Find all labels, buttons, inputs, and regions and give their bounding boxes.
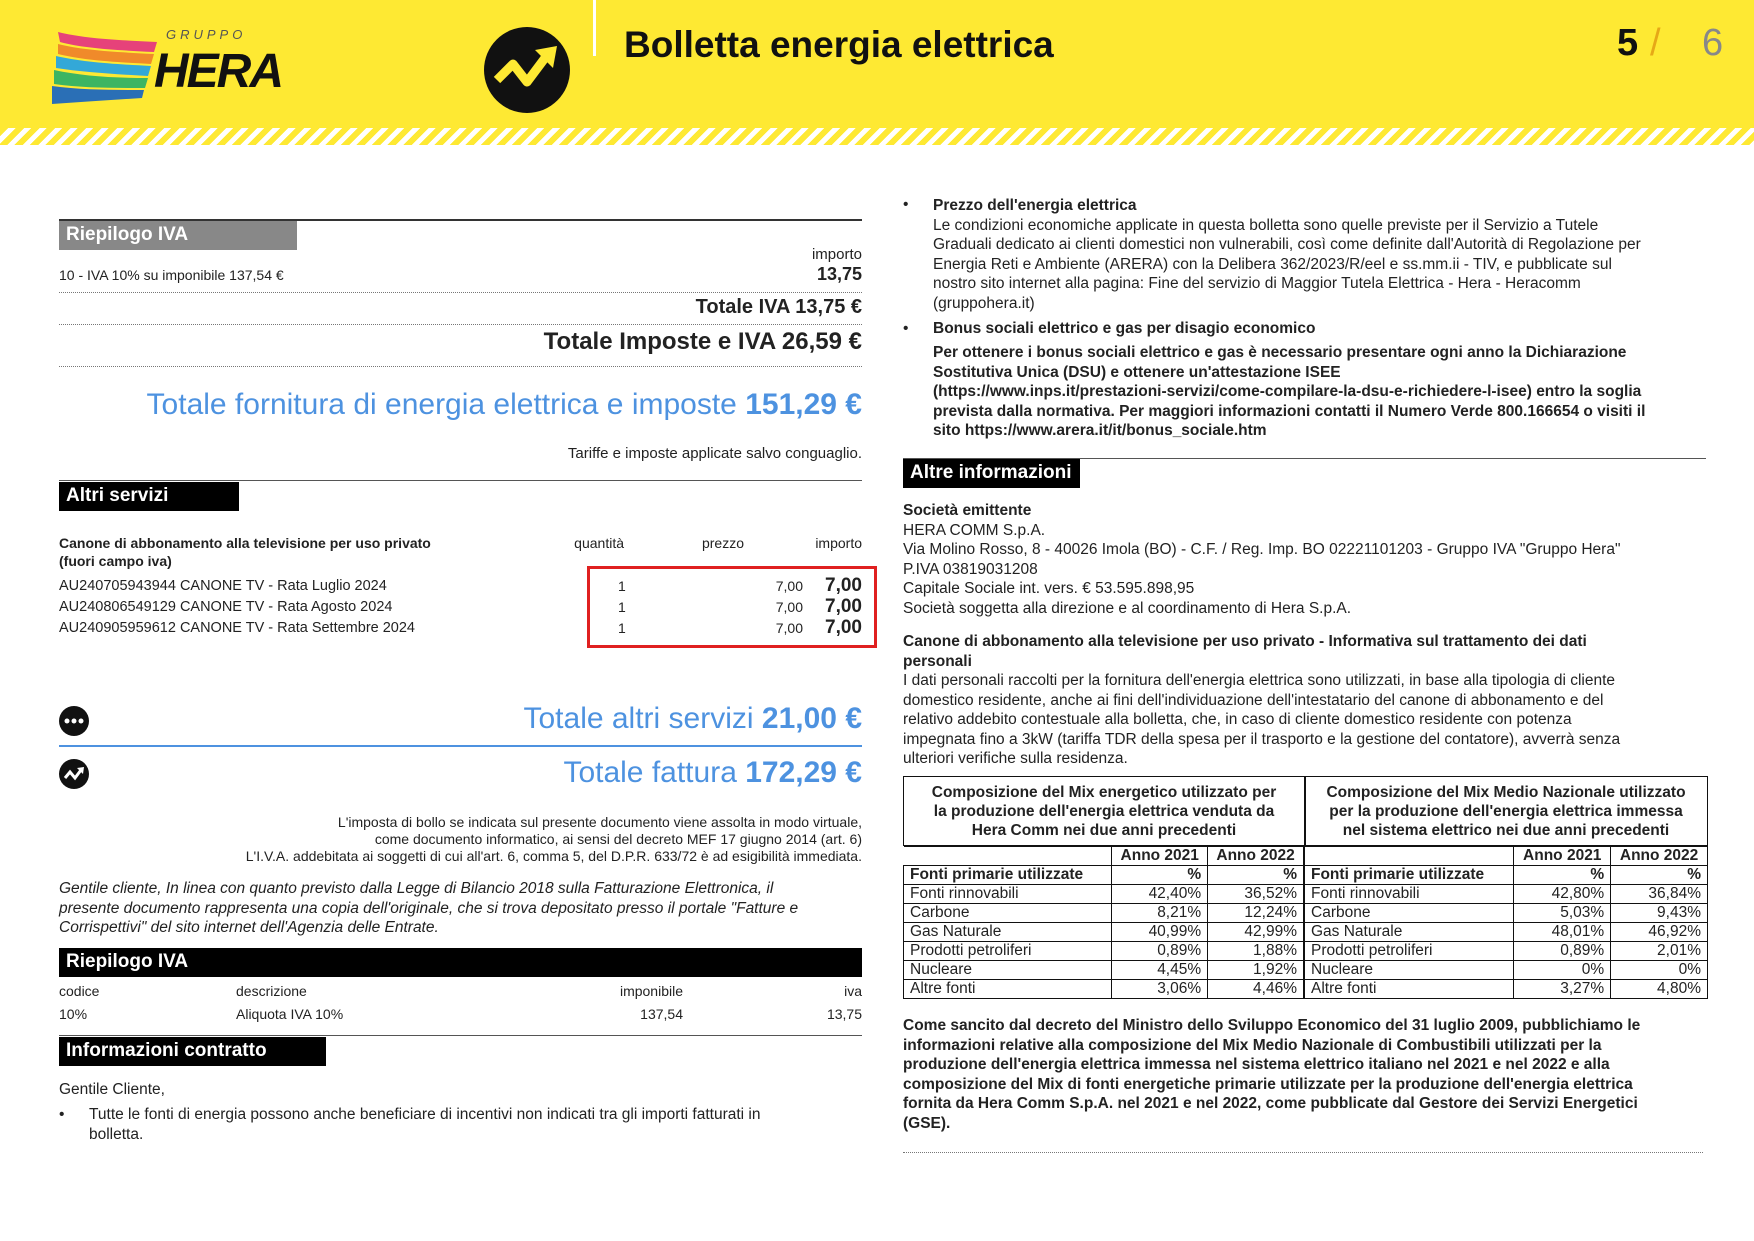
totale-imposte-iva: Totale Imposte e IVA 26,59 € xyxy=(543,328,862,355)
fonti-header: Fonti primarie utilizzate xyxy=(1305,866,1514,885)
fonte-value: 1,92% xyxy=(1208,961,1304,980)
page-title: Bolletta energia elettrica xyxy=(624,24,1054,65)
fonte-value: 40,99% xyxy=(1112,923,1208,942)
bonus-line: (https://www.inps.it/prestazioni-servizi/come-compilare-la-dsu-e-richiedere-l-isee) entro la soglia xyxy=(933,383,1642,400)
fonte-value: 3,06% xyxy=(1112,980,1208,999)
row-desc: AU240705943944 CANONE TV - Rata Luglio 2024 xyxy=(59,578,387,594)
trend-up-icon xyxy=(483,26,571,114)
section-rule xyxy=(59,1035,862,1036)
table-row xyxy=(1305,847,1708,866)
fonte-value: 46,92% xyxy=(1611,923,1708,942)
fonte-value: 48,01% xyxy=(1514,923,1611,942)
table-row xyxy=(904,904,1304,923)
fonte-value: 36,52% xyxy=(1208,885,1304,904)
canone-line: I dati personali raccolti per la fornitura dell'energia elettrica sono utilizzati, in base alla tipologia di cliente xyxy=(903,672,1616,689)
bonus-line: sito https://www.arera.it/it/bonus_sociale.htm xyxy=(933,422,1267,439)
page-separator: / xyxy=(1650,22,1661,64)
note-line: presente documento rappresenta una copia dell'originale, che si trova depositato presso il portale "Fatture e xyxy=(59,899,799,917)
greeting: Gentile Cliente, xyxy=(59,1081,165,1098)
bonus-title: Bonus sociali elettrico e gas per disagio economico xyxy=(933,320,1316,337)
canone-line: ulteriori verifiche sulla residenza. xyxy=(903,750,1128,767)
fonte-value: 1,88% xyxy=(1208,942,1304,961)
prezzo-title: Prezzo dell'energia elettrica xyxy=(933,197,1137,214)
fonte-value: 36,84% xyxy=(1611,885,1708,904)
bullet-line: Tutte le fonti di energia possono anche beneficiare di incentivi non indicati tra gli importi fatturati in xyxy=(89,1106,761,1123)
iva-row-value: 13,75 xyxy=(816,264,862,284)
row-desc: AU240806549129 CANONE TV - Rata Agosto 2024 xyxy=(59,599,393,615)
prezzo-line: (gruppohera.it) xyxy=(933,294,1035,312)
pct-header: % xyxy=(1514,866,1611,885)
table-row xyxy=(904,847,1304,866)
table-row xyxy=(904,942,1304,961)
empty-cell xyxy=(904,847,1112,866)
col-descrizione: descrizione xyxy=(236,983,307,999)
col-codice: codice xyxy=(59,983,100,999)
year-header: Anno 2021 xyxy=(1514,847,1611,866)
fonte-value: 0% xyxy=(1514,961,1611,980)
section-title-riepilogo-iva: Riepilogo IVA xyxy=(59,221,297,250)
col-prezzo: prezzo xyxy=(701,535,744,551)
prezzo-line: nostro sito internet alla pagina: Fine del servizio di Maggior Tutela Elettrica - Hera - Heracomm xyxy=(933,275,1581,292)
heading-line: Composizione del Mix energetico utilizzato per xyxy=(931,784,1277,801)
fonte-name: Gas Naturale xyxy=(1305,923,1514,942)
cell-codice: 10% xyxy=(59,1006,88,1022)
decreto-line: informazioni relative alla composizione del Mix Medio Nazionale di Combustibili utilizzati per la xyxy=(903,1036,1602,1054)
bullet-dot: • xyxy=(903,196,909,213)
row-amount: 7,00 xyxy=(825,596,862,617)
totale-altri-servizi xyxy=(262,702,862,736)
fonte-name: Gas Naturale xyxy=(904,923,1112,942)
societa-line: Via Molino Rosso, 8 - 40026 Imola (BO) - C.F. / Reg. Imp. BO 02221101203 - Gruppo IVA "Gruppo Hera" xyxy=(903,541,1621,558)
fattura-elettronica-note xyxy=(59,879,869,938)
fonte-name: Altre fonti xyxy=(1305,980,1514,999)
empty-cell xyxy=(1305,847,1514,866)
societa-line: Società soggetta alla direzione e al coordinamento di Hera S.p.A. xyxy=(903,599,1352,617)
bollo-line: L'imposta di bollo se indicata sul presente documento viene assolta in modo virtuale, xyxy=(337,814,862,830)
table-row xyxy=(1305,961,1708,980)
fonte-value: 4,80% xyxy=(1611,980,1708,999)
decreto-line: composizione del Mix di fonti energetiche primarie utilizzate per la produzione dell'energia elettrica xyxy=(903,1075,1633,1093)
fonte-name: Altre fonti xyxy=(904,980,1112,999)
societa-line: HERA COMM S.p.A. xyxy=(903,521,1046,539)
table-row xyxy=(904,961,1304,980)
societa-line: P.IVA 03819031208 xyxy=(903,560,1038,578)
fonte-name: Prodotti petroliferi xyxy=(1305,942,1514,961)
section-title-informazioni-contratto: Informazioni contratto xyxy=(59,1037,326,1066)
table-row xyxy=(904,885,1304,904)
cell-iva: 13,75 xyxy=(826,1006,862,1022)
header-stripes xyxy=(0,128,1754,145)
fonte-name: Carbone xyxy=(904,904,1112,923)
totale-altri-servizi-label: Totale altri servizi xyxy=(523,702,754,735)
societa-title: Società emittente xyxy=(903,502,1032,519)
canone-line: relativo addebito contestuale alla bolletta, che, in caso di cliente domestico residente con potenza xyxy=(903,711,1572,728)
fonte-value: 2,01% xyxy=(1611,942,1708,961)
brand-group-label: GRUPPO xyxy=(166,27,247,42)
more-dots-icon xyxy=(59,706,89,736)
heading-line: nel sistema elettrico nei due anni precedenti xyxy=(1342,822,1670,839)
bollo-line: L'I.V.A. addebitata ai soggetti di cui all'art. 6, comma 5, del D.P.R. 633/72 è ad esigibilità immediata. xyxy=(245,848,862,864)
year-header: Anno 2022 xyxy=(1611,847,1708,866)
fonte-name: Carbone xyxy=(1305,904,1514,923)
dotted-divider xyxy=(59,292,862,293)
table-row xyxy=(1305,923,1708,942)
tariffe-note: Tariffe e imposte applicate salvo conguaglio. xyxy=(567,445,862,462)
col-iva: iva xyxy=(844,983,862,999)
totale-fattura xyxy=(362,756,862,790)
table-row xyxy=(1305,885,1708,904)
dotted-divider xyxy=(903,1152,1703,1153)
totale-fornitura-label: Totale fornitura di energia elettrica e imposte xyxy=(146,388,737,421)
fonte-value: 8,21% xyxy=(1112,904,1208,923)
prezzo-line: Le condizioni economiche applicate in questa bolletta sono quelle previste per il Servizio a Tutele xyxy=(933,216,1599,234)
decreto-line: produzione dell'energia elettrica immessa nel sistema elettrico italiano nel 2021 e nel 2022 e alla xyxy=(903,1056,1610,1073)
cell-imponibile: 137,54 xyxy=(640,1006,683,1022)
totale-iva: Totale IVA 13,75 € xyxy=(695,296,862,318)
dotted-divider xyxy=(59,366,862,367)
col-importo: importo xyxy=(815,535,862,551)
societa-block xyxy=(903,501,1703,618)
section-title-altre-informazioni: Altre informazioni xyxy=(903,459,1080,488)
heading-line: Hera Comm nei due anni precedenti xyxy=(971,822,1237,839)
col-quantita: quantità xyxy=(574,535,624,551)
decreto-line: Come sancito dal decreto del Ministro dello Sviluppo Economico del 31 luglio 2009, pubblichiamo le xyxy=(903,1017,1641,1034)
bullet-dot: • xyxy=(59,1106,65,1123)
prezzo-block xyxy=(933,196,1713,313)
totale-fattura-label: Totale fattura xyxy=(563,756,737,789)
canone-line: domestico residente, anche ai fini dell'individuazione dell'intestatario del canone di abbonamento e del xyxy=(903,691,1604,709)
header-divider xyxy=(593,0,596,56)
table-row xyxy=(1305,904,1708,923)
bollo-line: come documento informatico, ai sensi del decreto MEF 17 giugno 2014 (art. 6) xyxy=(374,831,862,847)
bullet-line: bolletta. xyxy=(89,1125,144,1143)
note-line: Gentile cliente, In linea con quanto previsto dalla Legge di Bilancio 2018 sulla Fatturazione Elettronica, il xyxy=(59,880,774,897)
row-qty: 1 xyxy=(618,599,626,615)
col-imponibile: imponibile xyxy=(619,983,683,999)
row-qty: 1 xyxy=(618,620,626,636)
prezzo-line: Energia Reti e Ambiente (ARERA) con la Delibera 362/2023/R/eel e ss.mm.ii - TIV, e pubblicate sul xyxy=(933,255,1612,273)
fonte-value: 42,80% xyxy=(1514,885,1611,904)
fonte-value: 9,43% xyxy=(1611,904,1708,923)
importo-label: importo xyxy=(811,246,862,263)
fonte-name: Nucleare xyxy=(1305,961,1514,980)
bullet-dot: • xyxy=(903,320,909,337)
table-row xyxy=(904,923,1304,942)
table-row xyxy=(1305,980,1708,999)
heading-line: Composizione del Mix Medio Nazionale utilizzato xyxy=(1326,784,1686,801)
table-row xyxy=(1305,942,1708,961)
canone-desc-line2: (fuori campo iva) xyxy=(59,553,172,569)
row-price: 7,00 xyxy=(775,599,803,615)
totale-fornitura xyxy=(62,388,862,422)
iva-row-text: 10 - IVA 10% su imponibile 137,54 € xyxy=(59,267,284,283)
row-amount: 7,00 xyxy=(825,617,862,638)
totale-fornitura-value: 151,29 € xyxy=(745,388,862,421)
canone-title: Canone di abbonamento alla televisione per uso privato - Informativa sul trattamento dei dati xyxy=(903,633,1587,650)
totale-altri-servizi-value: 21,00 € xyxy=(761,702,862,735)
bonus-line: Sostitutiva Unica (DSU) e ottenere un'attestazione ISEE xyxy=(933,363,1341,381)
fonte-value: 5,03% xyxy=(1514,904,1611,923)
highlight-box xyxy=(587,566,877,648)
societa-line: Capitale Sociale int. vers. € 53.595.898,95 xyxy=(903,580,1195,597)
fonte-value: 0,89% xyxy=(1514,942,1611,961)
section-rule xyxy=(59,480,862,481)
section-title-riepilogo-iva-bottom: Riepilogo IVA xyxy=(59,948,862,977)
mix-left-heading xyxy=(905,783,1303,840)
page-total: 6 xyxy=(1702,22,1724,64)
trend-up-small-icon xyxy=(59,759,89,789)
bonus-block xyxy=(933,343,1723,441)
mix-left-table xyxy=(903,846,1304,999)
canone-line: impegnata fino a 3kW (tariffa TDR della spesa per il trasporto e la gestione del contatore), avverrà senza xyxy=(903,730,1621,748)
fonte-value: 42,99% xyxy=(1208,923,1304,942)
note-line: Corrispettivi" del sito internet dell'Agenzia delle Entrate. xyxy=(59,919,439,936)
hera-logo-icon xyxy=(52,28,162,106)
canone-title: personali xyxy=(903,652,972,670)
fonte-name: Fonti rinnovabili xyxy=(904,885,1112,904)
row-desc: AU240905959612 CANONE TV - Rata Settembre 2024 xyxy=(59,620,415,636)
heading-line: per la produzione dell'energia elettrica immessa xyxy=(1329,803,1683,820)
mix-right-heading xyxy=(1306,783,1706,840)
decreto-line: (GSE). xyxy=(903,1114,951,1132)
table-row xyxy=(1305,866,1708,885)
fonte-value: 12,24% xyxy=(1208,904,1304,923)
page-current: 5 xyxy=(1617,22,1639,64)
fonte-value: 3,27% xyxy=(1514,980,1611,999)
fonte-value: 42,40% xyxy=(1112,885,1208,904)
decreto-block xyxy=(903,1016,1715,1133)
pct-header: % xyxy=(1112,866,1208,885)
heading-line: la produzione dell'energia elettrica venduta da xyxy=(933,803,1275,820)
bonus-line: prevista dalla normativa. Per maggiori informazioni contatti il Numero Verde 800.166654 o visiti il xyxy=(933,402,1646,420)
dotted-divider xyxy=(59,324,862,325)
totale-fattura-value: 172,29 € xyxy=(745,756,862,789)
fonti-header: Fonti primarie utilizzate xyxy=(904,866,1112,885)
pct-header: % xyxy=(1611,866,1708,885)
decreto-line: fornita da Hera Comm S.p.A. nel 2021 e nel 2022, come pubblicate dal Gestore dei Servizi Energetici xyxy=(903,1095,1638,1112)
fonte-value: 0% xyxy=(1611,961,1708,980)
canone-desc-line1: Canone di abbonamento alla televisione per uso privato xyxy=(59,535,431,551)
fonte-value: 0,89% xyxy=(1112,942,1208,961)
year-header: Anno 2022 xyxy=(1208,847,1304,866)
fonte-value: 4,46% xyxy=(1208,980,1304,999)
mix-right-table xyxy=(1304,846,1708,999)
year-header: Anno 2021 xyxy=(1112,847,1208,866)
row-qty: 1 xyxy=(618,578,626,594)
fonte-name: Fonti rinnovabili xyxy=(1305,885,1514,904)
row-amount: 7,00 xyxy=(825,575,862,596)
prezzo-line: Graduali dedicato ai clienti domestici non vulnerabili, così come definite dall'Autorità di Regolazione per xyxy=(933,236,1641,253)
fonte-name: Nucleare xyxy=(904,961,1112,980)
bollo-note xyxy=(162,814,862,865)
cell-descrizione: Aliquota IVA 10% xyxy=(236,1006,344,1022)
row-price: 7,00 xyxy=(775,578,803,594)
brand-name: HERA xyxy=(154,45,283,98)
fonte-value: 4,45% xyxy=(1112,961,1208,980)
section-title-altri-servizi: Altri servizi xyxy=(59,482,239,511)
table-row xyxy=(904,866,1304,885)
bonus-line: Per ottenere i bonus sociali elettrico e gas è necessario presentare ogni anno la Dichiarazione xyxy=(933,344,1627,361)
canone-block xyxy=(903,632,1713,769)
bullet-text xyxy=(89,1105,869,1144)
table-row xyxy=(904,980,1304,999)
row-price: 7,00 xyxy=(775,620,803,636)
blue-divider xyxy=(59,745,862,747)
pct-header: % xyxy=(1208,866,1304,885)
fonte-name: Prodotti petroliferi xyxy=(904,942,1112,961)
